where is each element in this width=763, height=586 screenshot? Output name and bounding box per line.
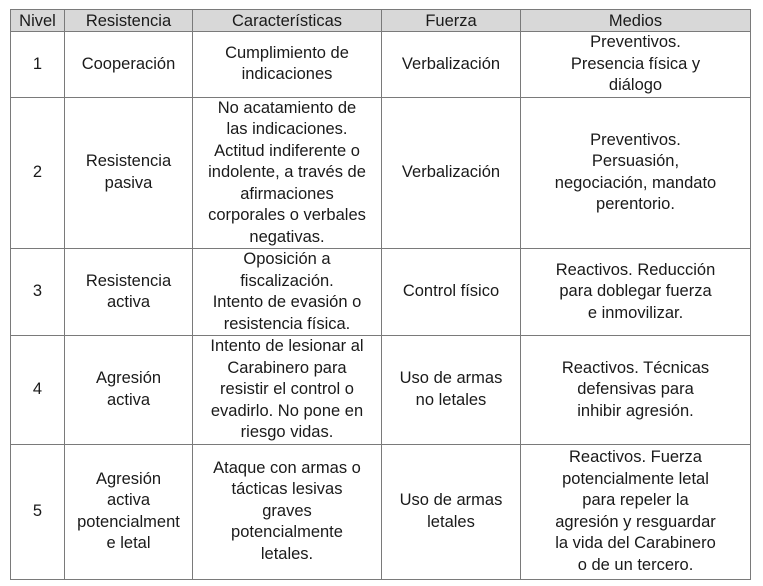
cell-text: Uso de armas no letales [399, 369, 503, 409]
cell-fuerza [382, 249, 521, 336]
table-row [11, 336, 751, 445]
cell-nivel [11, 444, 65, 579]
table-row [11, 249, 751, 336]
cell-text: 1 [32, 54, 43, 73]
cell-text: Control físico [402, 282, 500, 301]
cell-caracteristicas [193, 249, 382, 336]
cell-text: Resistencia activa [85, 271, 172, 311]
cell-text: Uso de armas letales [399, 491, 503, 531]
header-caracteristicas: Características [193, 10, 382, 32]
header-nivel: Nivel [11, 10, 65, 32]
cell-caracteristicas [193, 336, 382, 445]
cell-medios [521, 336, 751, 445]
cell-text: Preventivos. Persuasión, negociación, mandato perentorio. [554, 130, 717, 214]
cell-caracteristicas [193, 444, 382, 579]
cell-resistencia [65, 32, 193, 98]
cell-text: Verbalización [401, 163, 501, 181]
table-row [11, 32, 751, 98]
cell-nivel [11, 249, 65, 336]
header-medios: Medios [521, 10, 751, 32]
cell-resistencia [65, 336, 193, 445]
cell-text: Reactivos. Reducción para doblegar fuerza e inmovilizar. [555, 260, 716, 322]
cell-text: Agresión activa [95, 369, 162, 409]
cell-text: 2 [32, 163, 43, 181]
cell-medios [521, 249, 751, 336]
cell-text: 4 [32, 380, 43, 398]
cell-text: Cumplimiento de indicaciones [225, 43, 349, 84]
cell-fuerza [382, 444, 521, 579]
cell-fuerza [382, 336, 521, 445]
cell-resistencia [65, 444, 193, 579]
cell-medios [521, 32, 751, 98]
cell-nivel [11, 336, 65, 445]
cell-text: 3 [32, 282, 43, 301]
cell-caracteristicas [193, 97, 382, 249]
cell-text: Ataque con armas o tácticas lesivas graves potencialmente letales. [213, 458, 361, 563]
cell-resistencia [65, 249, 193, 336]
cell-text: Oposición a fiscalización. Intento de evasión o resistencia física. [212, 250, 362, 333]
header-fuerza: Fuerza [382, 10, 521, 32]
cell-text: Resistencia pasiva [85, 152, 172, 192]
cell-text: Reactivos. Técnicas defensivas para inhibir agresión. [561, 358, 710, 420]
cell-text: 5 [32, 501, 43, 520]
cell-resistencia [65, 97, 193, 249]
cell-text: No acatamiento de las indicaciones. Actitud indiferente o indolente, a través de afirmaciones corporales o verbales negativas. [208, 98, 366, 246]
cell-text: Reactivos. Fuerza potencialmente letal para repeler la agresión y resguardar la vida del Carabinero o de un tercero. [555, 448, 716, 574]
force-levels-table [10, 9, 751, 580]
table-container [10, 9, 750, 575]
cell-medios [521, 444, 751, 579]
cell-text: Cooperación [81, 54, 176, 73]
cell-nivel [11, 32, 65, 98]
header-row [11, 10, 751, 32]
header-resistencia: Resistencia [65, 10, 193, 32]
cell-text: Verbalización [401, 54, 501, 73]
cell-text: Agresión activa potencialment e letal [77, 469, 180, 552]
cell-medios [521, 97, 751, 249]
cell-caracteristicas [193, 32, 382, 98]
cell-text: Preventivos. Presencia física y diálogo [570, 33, 701, 94]
cell-fuerza [382, 97, 521, 249]
table-row [11, 97, 751, 249]
cell-nivel [11, 97, 65, 249]
cell-fuerza [382, 32, 521, 98]
table-row [11, 444, 751, 579]
cell-text: Intento de lesionar al Carabinero para resistir el control o evadirlo. No pone en riesgo vidas. [210, 337, 364, 441]
